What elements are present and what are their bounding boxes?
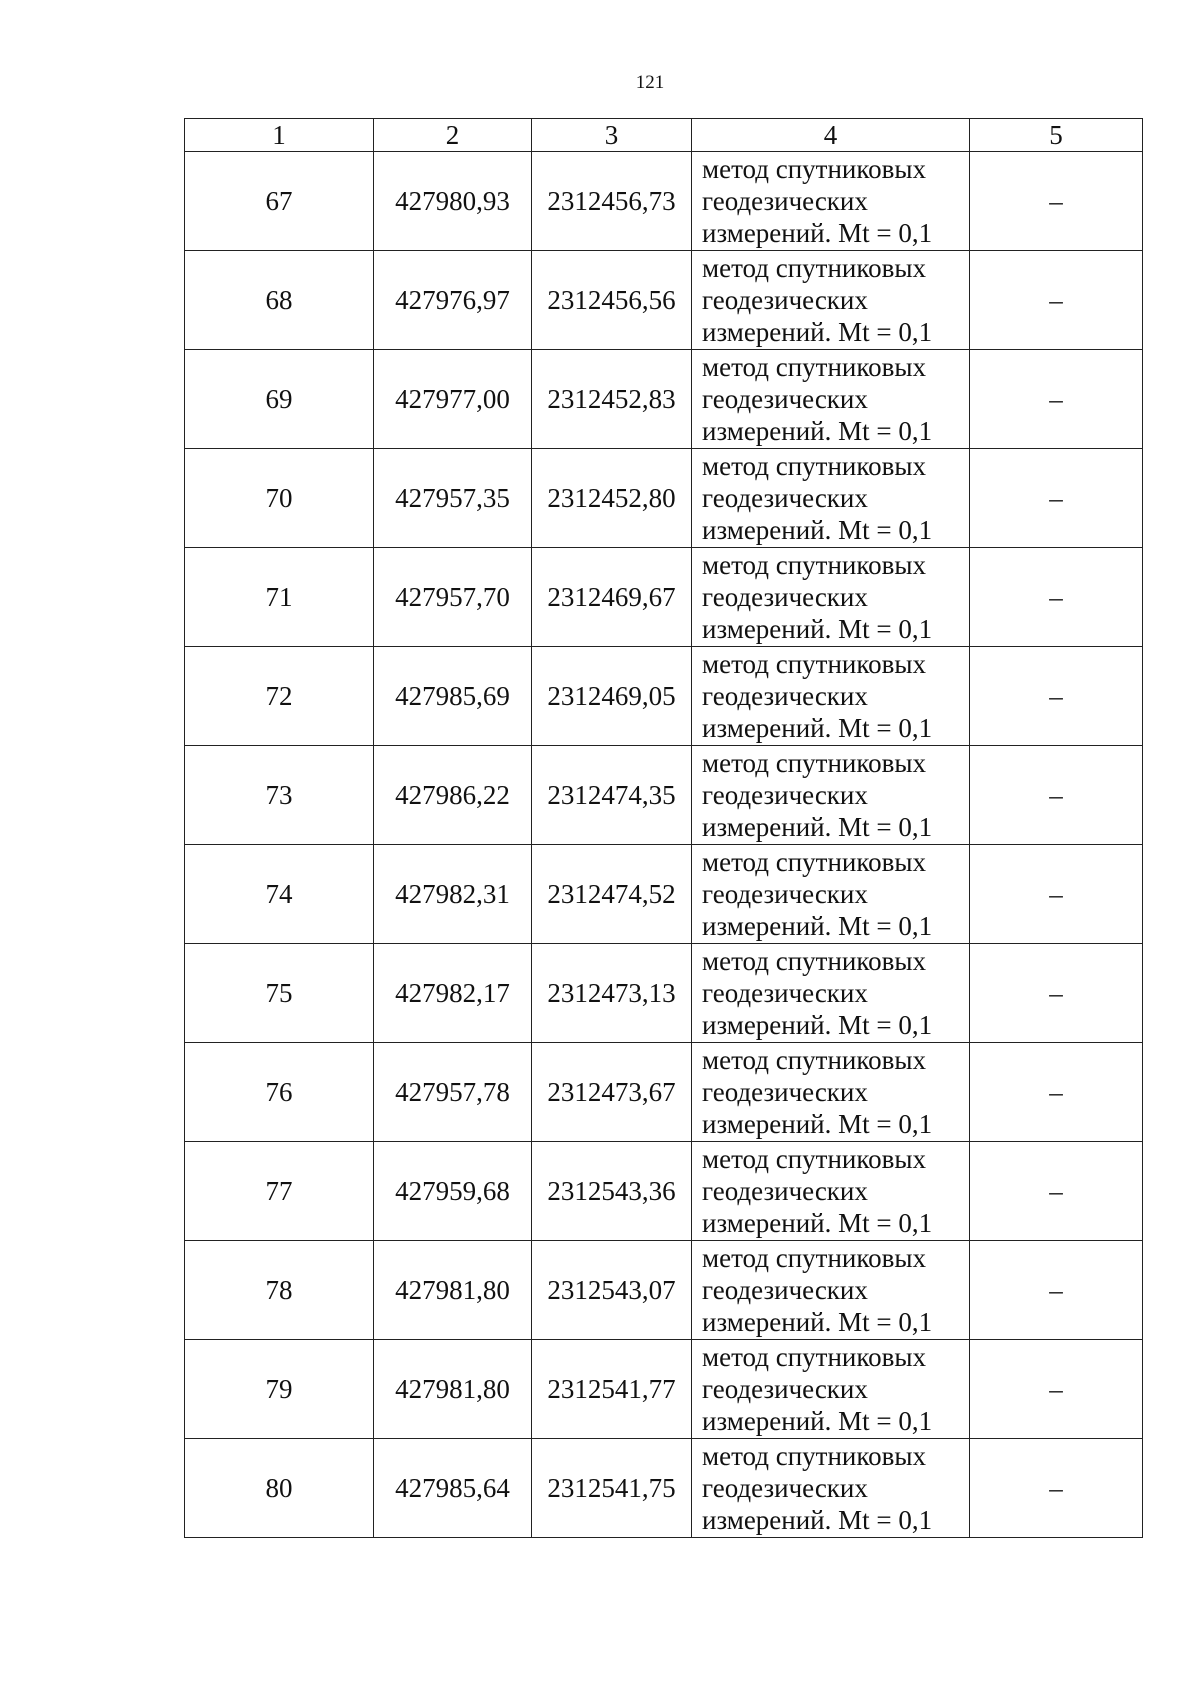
x-coordinate-cell: 427957,70 bbox=[374, 548, 532, 647]
note-cell: – bbox=[970, 845, 1143, 944]
table-row bbox=[185, 1142, 1143, 1241]
y-coordinate-cell: 2312474,35 bbox=[532, 746, 692, 845]
y-coordinate-cell: 2312543,07 bbox=[532, 1241, 692, 1340]
table-row bbox=[185, 350, 1143, 449]
point-number-cell: 79 bbox=[185, 1340, 374, 1439]
point-number-cell: 67 bbox=[185, 152, 374, 251]
note-cell: – bbox=[970, 152, 1143, 251]
point-number-cell: 74 bbox=[185, 845, 374, 944]
point-number-cell: 68 bbox=[185, 251, 374, 350]
table-row bbox=[185, 647, 1143, 746]
header-cell: 4 bbox=[692, 119, 970, 152]
note-cell: – bbox=[970, 944, 1143, 1043]
point-number-cell: 80 bbox=[185, 1439, 374, 1538]
header-cell: 2 bbox=[374, 119, 532, 152]
table-row bbox=[185, 746, 1143, 845]
method-cell: метод спутниковых геодезических измерений. Mt = 0,1 bbox=[692, 746, 970, 845]
x-coordinate-cell: 427980,93 bbox=[374, 152, 532, 251]
method-cell: метод спутниковых геодезических измерений. Mt = 0,1 bbox=[692, 152, 970, 251]
x-coordinate-cell: 427981,80 bbox=[374, 1241, 532, 1340]
point-number-cell: 75 bbox=[185, 944, 374, 1043]
table-row bbox=[185, 152, 1143, 251]
point-number-cell: 77 bbox=[185, 1142, 374, 1241]
method-cell: метод спутниковых геодезических измерений. Mt = 0,1 bbox=[692, 449, 970, 548]
note-cell: – bbox=[970, 647, 1143, 746]
x-coordinate-cell: 427981,80 bbox=[374, 1340, 532, 1439]
y-coordinate-cell: 2312543,36 bbox=[532, 1142, 692, 1241]
x-coordinate-cell: 427982,31 bbox=[374, 845, 532, 944]
method-cell: метод спутниковых геодезических измерений. Mt = 0,1 bbox=[692, 350, 970, 449]
method-cell: метод спутниковых геодезических измерений. Mt = 0,1 bbox=[692, 1340, 970, 1439]
table-row bbox=[185, 1439, 1143, 1538]
note-cell: – bbox=[970, 1340, 1143, 1439]
method-cell: метод спутниковых геодезических измерений. Mt = 0,1 bbox=[692, 1142, 970, 1241]
y-coordinate-cell: 2312473,67 bbox=[532, 1043, 692, 1142]
table-row bbox=[185, 1043, 1143, 1142]
note-cell: – bbox=[970, 548, 1143, 647]
table-row bbox=[185, 548, 1143, 647]
table-row bbox=[185, 944, 1143, 1043]
y-coordinate-cell: 2312469,67 bbox=[532, 548, 692, 647]
point-number-cell: 73 bbox=[185, 746, 374, 845]
header-cell: 5 bbox=[970, 119, 1143, 152]
method-cell: метод спутниковых геодезических измерений. Mt = 0,1 bbox=[692, 1439, 970, 1538]
point-number-cell: 76 bbox=[185, 1043, 374, 1142]
x-coordinate-cell: 427977,00 bbox=[374, 350, 532, 449]
x-coordinate-cell: 427976,97 bbox=[374, 251, 532, 350]
point-number-cell: 69 bbox=[185, 350, 374, 449]
note-cell: – bbox=[970, 449, 1143, 548]
method-cell: метод спутниковых геодезических измерений. Mt = 0,1 bbox=[692, 845, 970, 944]
y-coordinate-cell: 2312456,56 bbox=[532, 251, 692, 350]
note-cell: – bbox=[970, 1142, 1143, 1241]
point-number-cell: 78 bbox=[185, 1241, 374, 1340]
header-cell: 3 bbox=[532, 119, 692, 152]
y-coordinate-cell: 2312474,52 bbox=[532, 845, 692, 944]
point-number-cell: 70 bbox=[185, 449, 374, 548]
x-coordinate-cell: 427985,64 bbox=[374, 1439, 532, 1538]
note-cell: – bbox=[970, 746, 1143, 845]
x-coordinate-cell: 427959,68 bbox=[374, 1142, 532, 1241]
note-cell: – bbox=[970, 251, 1143, 350]
note-cell: – bbox=[970, 1043, 1143, 1142]
table-row bbox=[185, 1340, 1143, 1439]
method-cell: метод спутниковых геодезических измерений. Mt = 0,1 bbox=[692, 1241, 970, 1340]
table-row bbox=[185, 251, 1143, 350]
note-cell: – bbox=[970, 1241, 1143, 1340]
table-row bbox=[185, 845, 1143, 944]
note-cell: – bbox=[970, 1439, 1143, 1538]
page-number: 121 bbox=[635, 72, 665, 93]
x-coordinate-cell: 427985,69 bbox=[374, 647, 532, 746]
x-coordinate-cell: 427957,78 bbox=[374, 1043, 532, 1142]
method-cell: метод спутниковых геодезических измерений. Mt = 0,1 bbox=[692, 944, 970, 1043]
point-number-cell: 72 bbox=[185, 647, 374, 746]
y-coordinate-cell: 2312541,77 bbox=[532, 1340, 692, 1439]
header-row bbox=[185, 119, 1143, 152]
x-coordinate-cell: 427957,35 bbox=[374, 449, 532, 548]
header-cell: 1 bbox=[185, 119, 374, 152]
y-coordinate-cell: 2312473,13 bbox=[532, 944, 692, 1043]
table-row bbox=[185, 1241, 1143, 1340]
table-row bbox=[185, 449, 1143, 548]
method-cell: метод спутниковых геодезических измерений. Mt = 0,1 bbox=[692, 251, 970, 350]
coordinates-table bbox=[184, 118, 1143, 1538]
method-cell: метод спутниковых геодезических измерений. Mt = 0,1 bbox=[692, 1043, 970, 1142]
y-coordinate-cell: 2312541,75 bbox=[532, 1439, 692, 1538]
y-coordinate-cell: 2312456,73 bbox=[532, 152, 692, 251]
y-coordinate-cell: 2312452,80 bbox=[532, 449, 692, 548]
method-cell: метод спутниковых геодезических измерений. Mt = 0,1 bbox=[692, 548, 970, 647]
x-coordinate-cell: 427982,17 bbox=[374, 944, 532, 1043]
point-number-cell: 71 bbox=[185, 548, 374, 647]
y-coordinate-cell: 2312469,05 bbox=[532, 647, 692, 746]
x-coordinate-cell: 427986,22 bbox=[374, 746, 532, 845]
y-coordinate-cell: 2312452,83 bbox=[532, 350, 692, 449]
note-cell: – bbox=[970, 350, 1143, 449]
method-cell: метод спутниковых геодезических измерений. Mt = 0,1 bbox=[692, 647, 970, 746]
